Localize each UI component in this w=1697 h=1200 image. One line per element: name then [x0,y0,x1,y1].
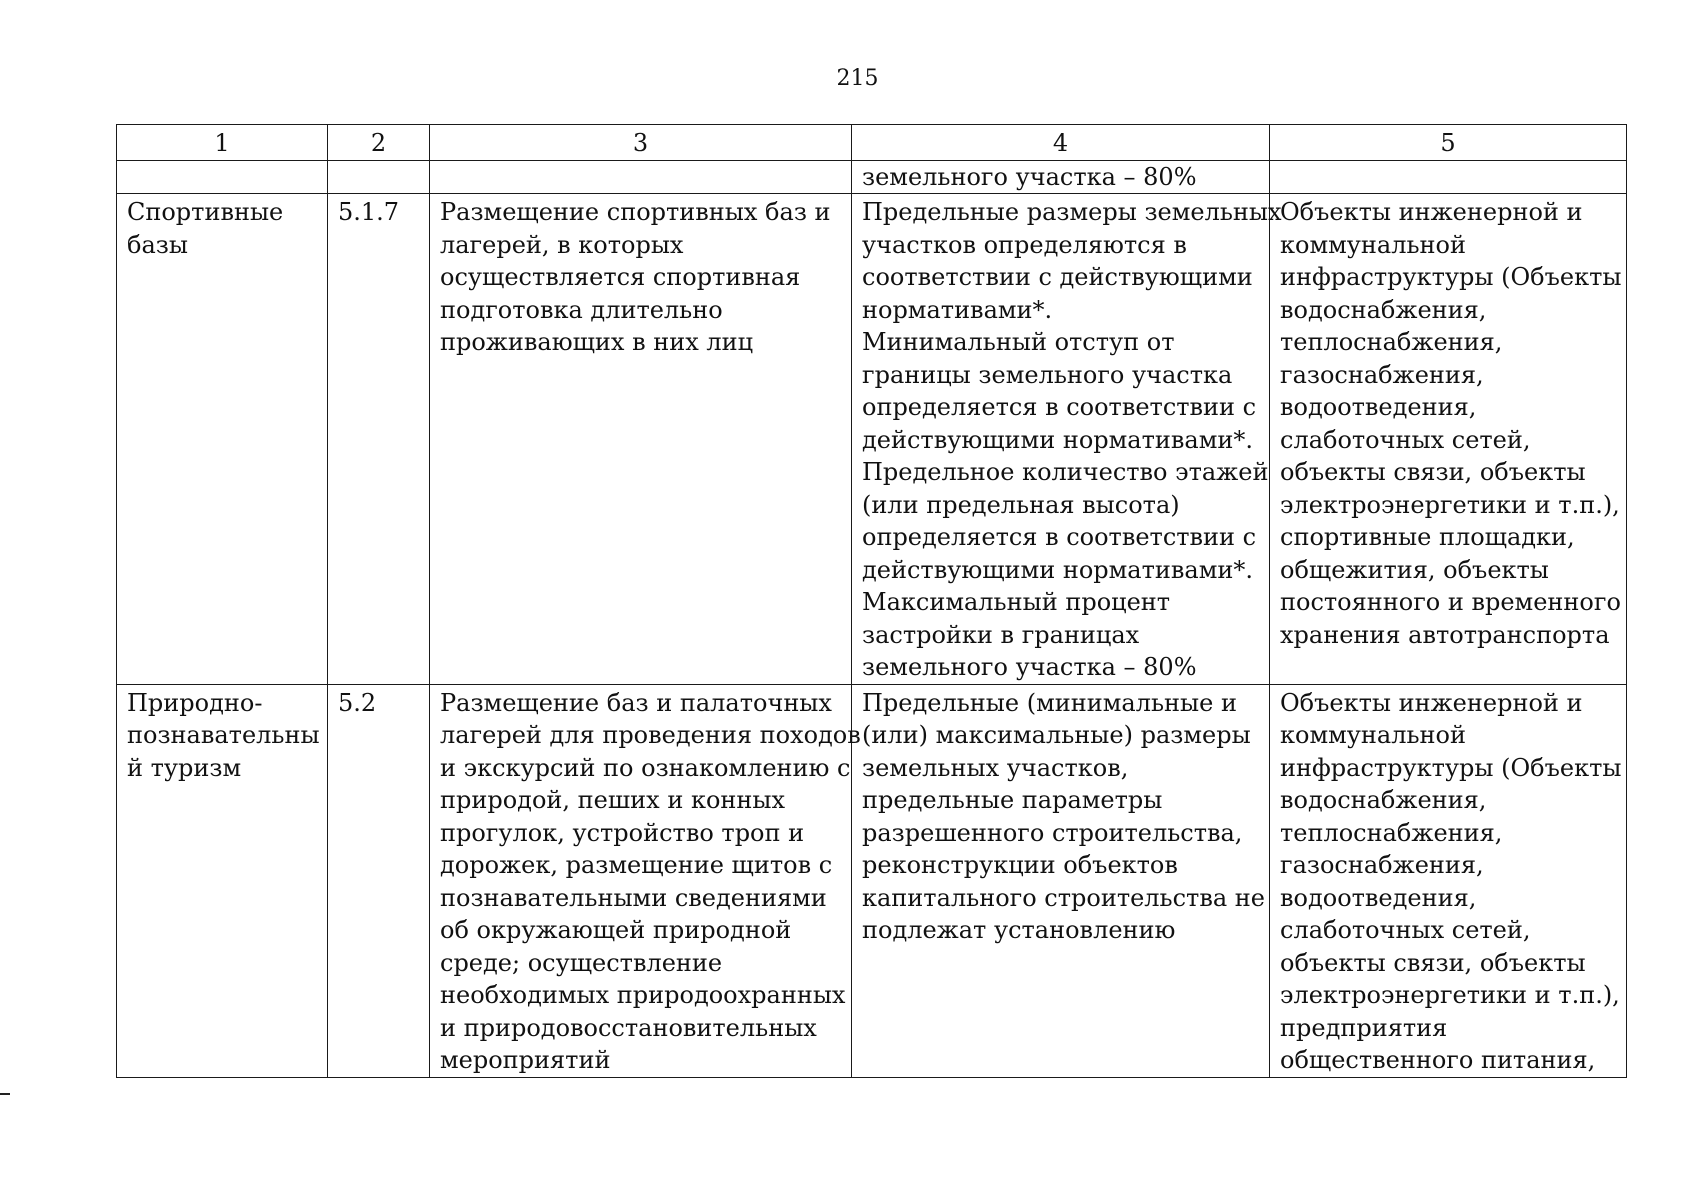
cell-text-line: Предельное количество этажей [862,458,1269,486]
cell-text-line: определяется в соответствии с [862,523,1257,551]
cell-code [328,684,430,1077]
cell-text-line: земельных участков, [862,753,1129,782]
cell-text-line: электроэнергетики и т.п.), [1280,490,1620,519]
cell-text-line: водоснабжения, [1280,295,1487,324]
continuation-row [117,160,1627,194]
cell-text-line: Предельные (минимальные и [862,688,1237,717]
cell-text-line: Спортивные [127,198,284,226]
cell-land-use-name [117,684,328,1077]
cell-text-line: базы [127,230,188,259]
cell-text-line: нормативами*. [862,295,1053,324]
cell-text-line: коммунальной [1280,721,1466,749]
continuation-cell-5 [1270,160,1627,194]
regulations-table [116,124,1627,1078]
cell-text-line: разрешенного строительства, [862,818,1243,847]
cell-text-line: мероприятий [440,1046,611,1074]
cell-text-line: общественного питания, [1280,1046,1596,1074]
cell-text-line: водоотведения, [1280,393,1477,421]
cell-auxiliary-uses [1270,194,1627,685]
cell-text-line: необходимых природоохранных [440,981,846,1009]
cell-text-line: постоянного и временного [1280,588,1621,616]
column-header-3: 3 [430,125,852,161]
cell-text-line: 5.1.7 [338,198,400,226]
cell-text-line: 5.2 [338,688,377,717]
cell-text-line: лагерей, в которых [440,230,684,259]
cell-parameters [852,684,1270,1077]
column-header-5: 5 [1270,125,1627,161]
cell-text-line: объекты связи, объекты [1280,458,1586,486]
cell-text-line: Размещение спортивных баз и [440,198,831,226]
cell-text-line: коммунальной [1280,230,1466,259]
continuation-cell-2 [328,160,430,194]
cell-text-line: лагерей для проведения походов [440,721,861,749]
cell-text-line: газоснабжения, [1280,851,1484,879]
cell-text-line: прогулок, устройство троп и [440,818,805,847]
cell-text-line: хранения автотранспорта [1280,620,1610,649]
cell-text-line: подлежат установлению [862,916,1176,944]
cell-text-line: дорожек, размещение щитов с [440,851,833,879]
cell-text-line: действующими нормативами*. [862,425,1253,454]
cell-text-line: границы земельного участка [862,360,1233,389]
column-header-2: 2 [328,125,430,161]
cell-text-line: теплоснабжения, [1280,818,1503,847]
cell-text-line: капитального строительства не [862,883,1265,912]
cell-text-line: соответствии с действующими [862,263,1253,291]
cell-text-line: подготовка длительно [440,295,723,324]
cell-text-line: осуществляется спортивная [440,263,801,291]
column-header-1: 1 [117,125,328,161]
cell-text-line: Максимальный процент [862,588,1171,616]
table-row [117,684,1627,1077]
cell-text-line: действующими нормативами*. [862,555,1253,584]
cell-text-line: й туризм [127,753,242,782]
cell-text-line: познавательными сведениями [440,883,827,912]
cell-text-line: предприятия [1280,1013,1448,1042]
continuation-cell-1 [117,160,328,194]
continuation-cell-4: земельного участка – 80% [852,160,1270,194]
cell-text-line: (или предельная высота) [862,490,1180,519]
cell-text-line: инфраструктуры (Объекты [1280,263,1622,291]
cell-text-line: Природно- [127,688,263,717]
cell-text-line: реконструкции объектов [862,851,1178,879]
cell-description [430,684,861,1077]
cell-text-line: участков определяются в [862,230,1187,259]
cell-text-line: определяется в соответствии с [862,393,1257,421]
cell-text-line: Предельные размеры земельных [862,198,1282,226]
cell-text-line: об окружающей природной [440,916,792,944]
cell-text-line: спортивные площадки, [1280,523,1575,551]
cell-auxiliary-uses [1270,684,1627,1077]
cell-text-line: Минимальный отступ от [862,328,1175,356]
cell-text-line: водоснабжения, [1280,786,1487,814]
cell-text-line: газоснабжения, [1280,360,1484,389]
cell-text-line: и природовосстановительных [440,1013,817,1042]
cell-text-line: Размещение баз и палаточных [440,688,832,717]
cell-text-line: земельного участка – 80% [862,653,1197,681]
cell-text-line: познавательны [127,721,320,749]
cell-text-line: слаботочных сетей, [1280,425,1531,454]
cell-code [328,194,430,685]
margin-dash [0,1093,10,1095]
cell-parameters [852,194,1282,685]
cell-text-line: предельные параметры [862,786,1163,814]
table-header-row [117,125,1627,161]
cell-text-line: застройки в границах [862,620,1140,649]
cell-text-line: проживающих в них лиц [440,328,754,356]
cell-text-line: электроэнергетики и т.п.), [1280,981,1620,1009]
cell-text-line: водоотведения, [1280,883,1477,912]
cell-text-line: Объекты инженерной и [1280,688,1583,717]
page-number: 215 [836,66,879,91]
cell-text-line: среде; осуществление [440,948,723,977]
cell-text-line: (или) максимальные) размеры [862,721,1251,749]
cell-text-line: природой, пеших и конных [440,786,786,814]
cell-text-line: и экскурсий по ознакомлению с [440,753,851,782]
cell-text-line: теплоснабжения, [1280,328,1503,356]
table-row [117,194,1627,685]
continuation-cell-3 [430,160,852,194]
cell-text-line: инфраструктуры (Объекты [1280,753,1622,782]
cell-text-line: слаботочных сетей, [1280,916,1531,944]
cell-land-use-name [117,194,328,685]
cell-description [430,194,852,685]
cell-text-line: общежития, объекты [1280,555,1549,584]
column-header-4: 4 [852,125,1270,161]
cell-text-line: объекты связи, объекты [1280,948,1586,977]
cell-text-line: Объекты инженерной и [1280,198,1583,226]
